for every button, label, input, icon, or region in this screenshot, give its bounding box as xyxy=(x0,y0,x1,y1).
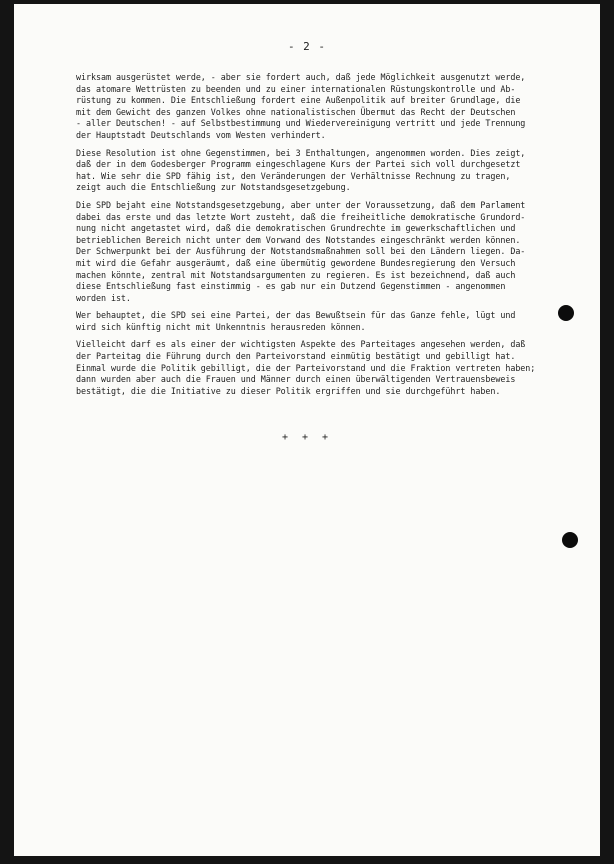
text-line: Die SPD bejaht eine Notstandsgesetzgebung, aber unter der Voraussetzung, daß dem Parlament xyxy=(76,199,526,210)
punch-hole-upper xyxy=(558,305,574,321)
text-line: machen könnte, zentral mit Notstandsargumenten zu regieren. Es ist bezeichnend, daß auch xyxy=(76,269,516,280)
paragraph-awareness xyxy=(76,310,582,333)
text-line: daß der in dem Godesberger Programm eingeschlagene Kurs der Partei sich voll durchgesetzt xyxy=(76,159,521,170)
text-line: Diese Resolution ist ohne Gegenstimmen, bei 3 Enthaltungen, angenommen worden. Dies zeigt, xyxy=(76,147,526,158)
text-line: dabei das erste und das letzte Wort zusteht, daß die freiheitliche demokratische Grundord- xyxy=(76,211,526,222)
text-line: mit dem Gewicht des ganzen Volkes ohne nationalistischen Übermut das Recht der Deutschen xyxy=(76,106,516,117)
document-body xyxy=(76,72,582,403)
text-line: - aller Deutschen! - auf Selbstbestimmung und Wiedervereinigung vertritt und jede Trennung xyxy=(76,118,526,129)
text-line: Einmal wurde die Politik gebilligt, die der Parteivorstand und die Fraktion vertreten haben; xyxy=(76,362,536,373)
text-line: rüstung zu kommen. Die Entschließung fordert eine Außenpolitik auf breiter Grundlage, die xyxy=(76,95,521,106)
paragraph-party-leadership xyxy=(76,339,582,397)
punch-hole-lower xyxy=(562,532,578,548)
text-line: bestätigt, die die Initiative zu dieser Politik ergriffen und sie durchgeführt haben. xyxy=(76,385,501,396)
text-line: Wer behauptet, die SPD sei eine Partei, der das Bewußtsein für das Ganze fehle, lügt und xyxy=(76,310,516,321)
text-line: zeigt auch die Entschließung zur Notstandsgesetzgebung. xyxy=(76,182,351,193)
text-line: wird sich künftig nicht mit Unkenntnis herausreden können. xyxy=(76,321,366,332)
text-line: diese Entschließung fast einstimmig - es gab nur ein Dutzend Gegenstimmen - angenommen xyxy=(76,281,506,292)
text-line: hat. Wie sehr die SPD fähig ist, den Veränderungen der Verhältnisse Rechnung zu tragen, xyxy=(76,170,511,181)
text-line: betrieblichen Bereich nicht unter dem Vorwand des Notstandes eingeschränkt werden können. xyxy=(76,234,521,245)
text-line: der Hauptstadt Deutschlands vom Westen verhindert. xyxy=(76,129,326,140)
text-line: dann wurden aber auch die Frauen und Männer durch einen überwältigenden Vertrauensbeweis xyxy=(76,374,516,385)
text-line: nung nicht angetastet wird, daß die demokratischen Grundrechte im gewerkschaftlichen und xyxy=(76,223,516,234)
text-line: Der Schwerpunkt bei der Ausführung der Notstandsmaßnahmen soll bei den Ländern liegen. Da- xyxy=(76,246,526,257)
text-line: der Parteitag die Führung durch den Parteivorstand einmütig bestätigt und gebilligt hat. xyxy=(76,351,516,362)
text-line: das atomare Wettrüsten zu beenden und zu einer internationalen Rüstungskontrolle und Ab- xyxy=(76,83,516,94)
paragraph-emergency-legislation xyxy=(76,200,582,304)
text-line: Vielleicht darf es als einer der wichtigsten Aspekte des Parteitages angesehen werden, daß xyxy=(76,339,526,350)
paragraph-resolution xyxy=(76,148,582,194)
closing-ornament: + + + xyxy=(281,432,333,443)
text-line: wirksam ausgerüstet werde, - aber sie fordert auch, daß jede Möglichkeit ausgenutzt werde, xyxy=(76,72,526,82)
page-number: - 2 - xyxy=(287,40,327,53)
text-line: worden ist. xyxy=(76,292,131,303)
document-page xyxy=(14,4,600,856)
text-line: mit wird die Gefahr ausgeräumt, daß eine übermütig gewordene Bundesregierung den Versuch xyxy=(76,257,516,268)
paragraph-foreign-policy xyxy=(76,72,582,142)
